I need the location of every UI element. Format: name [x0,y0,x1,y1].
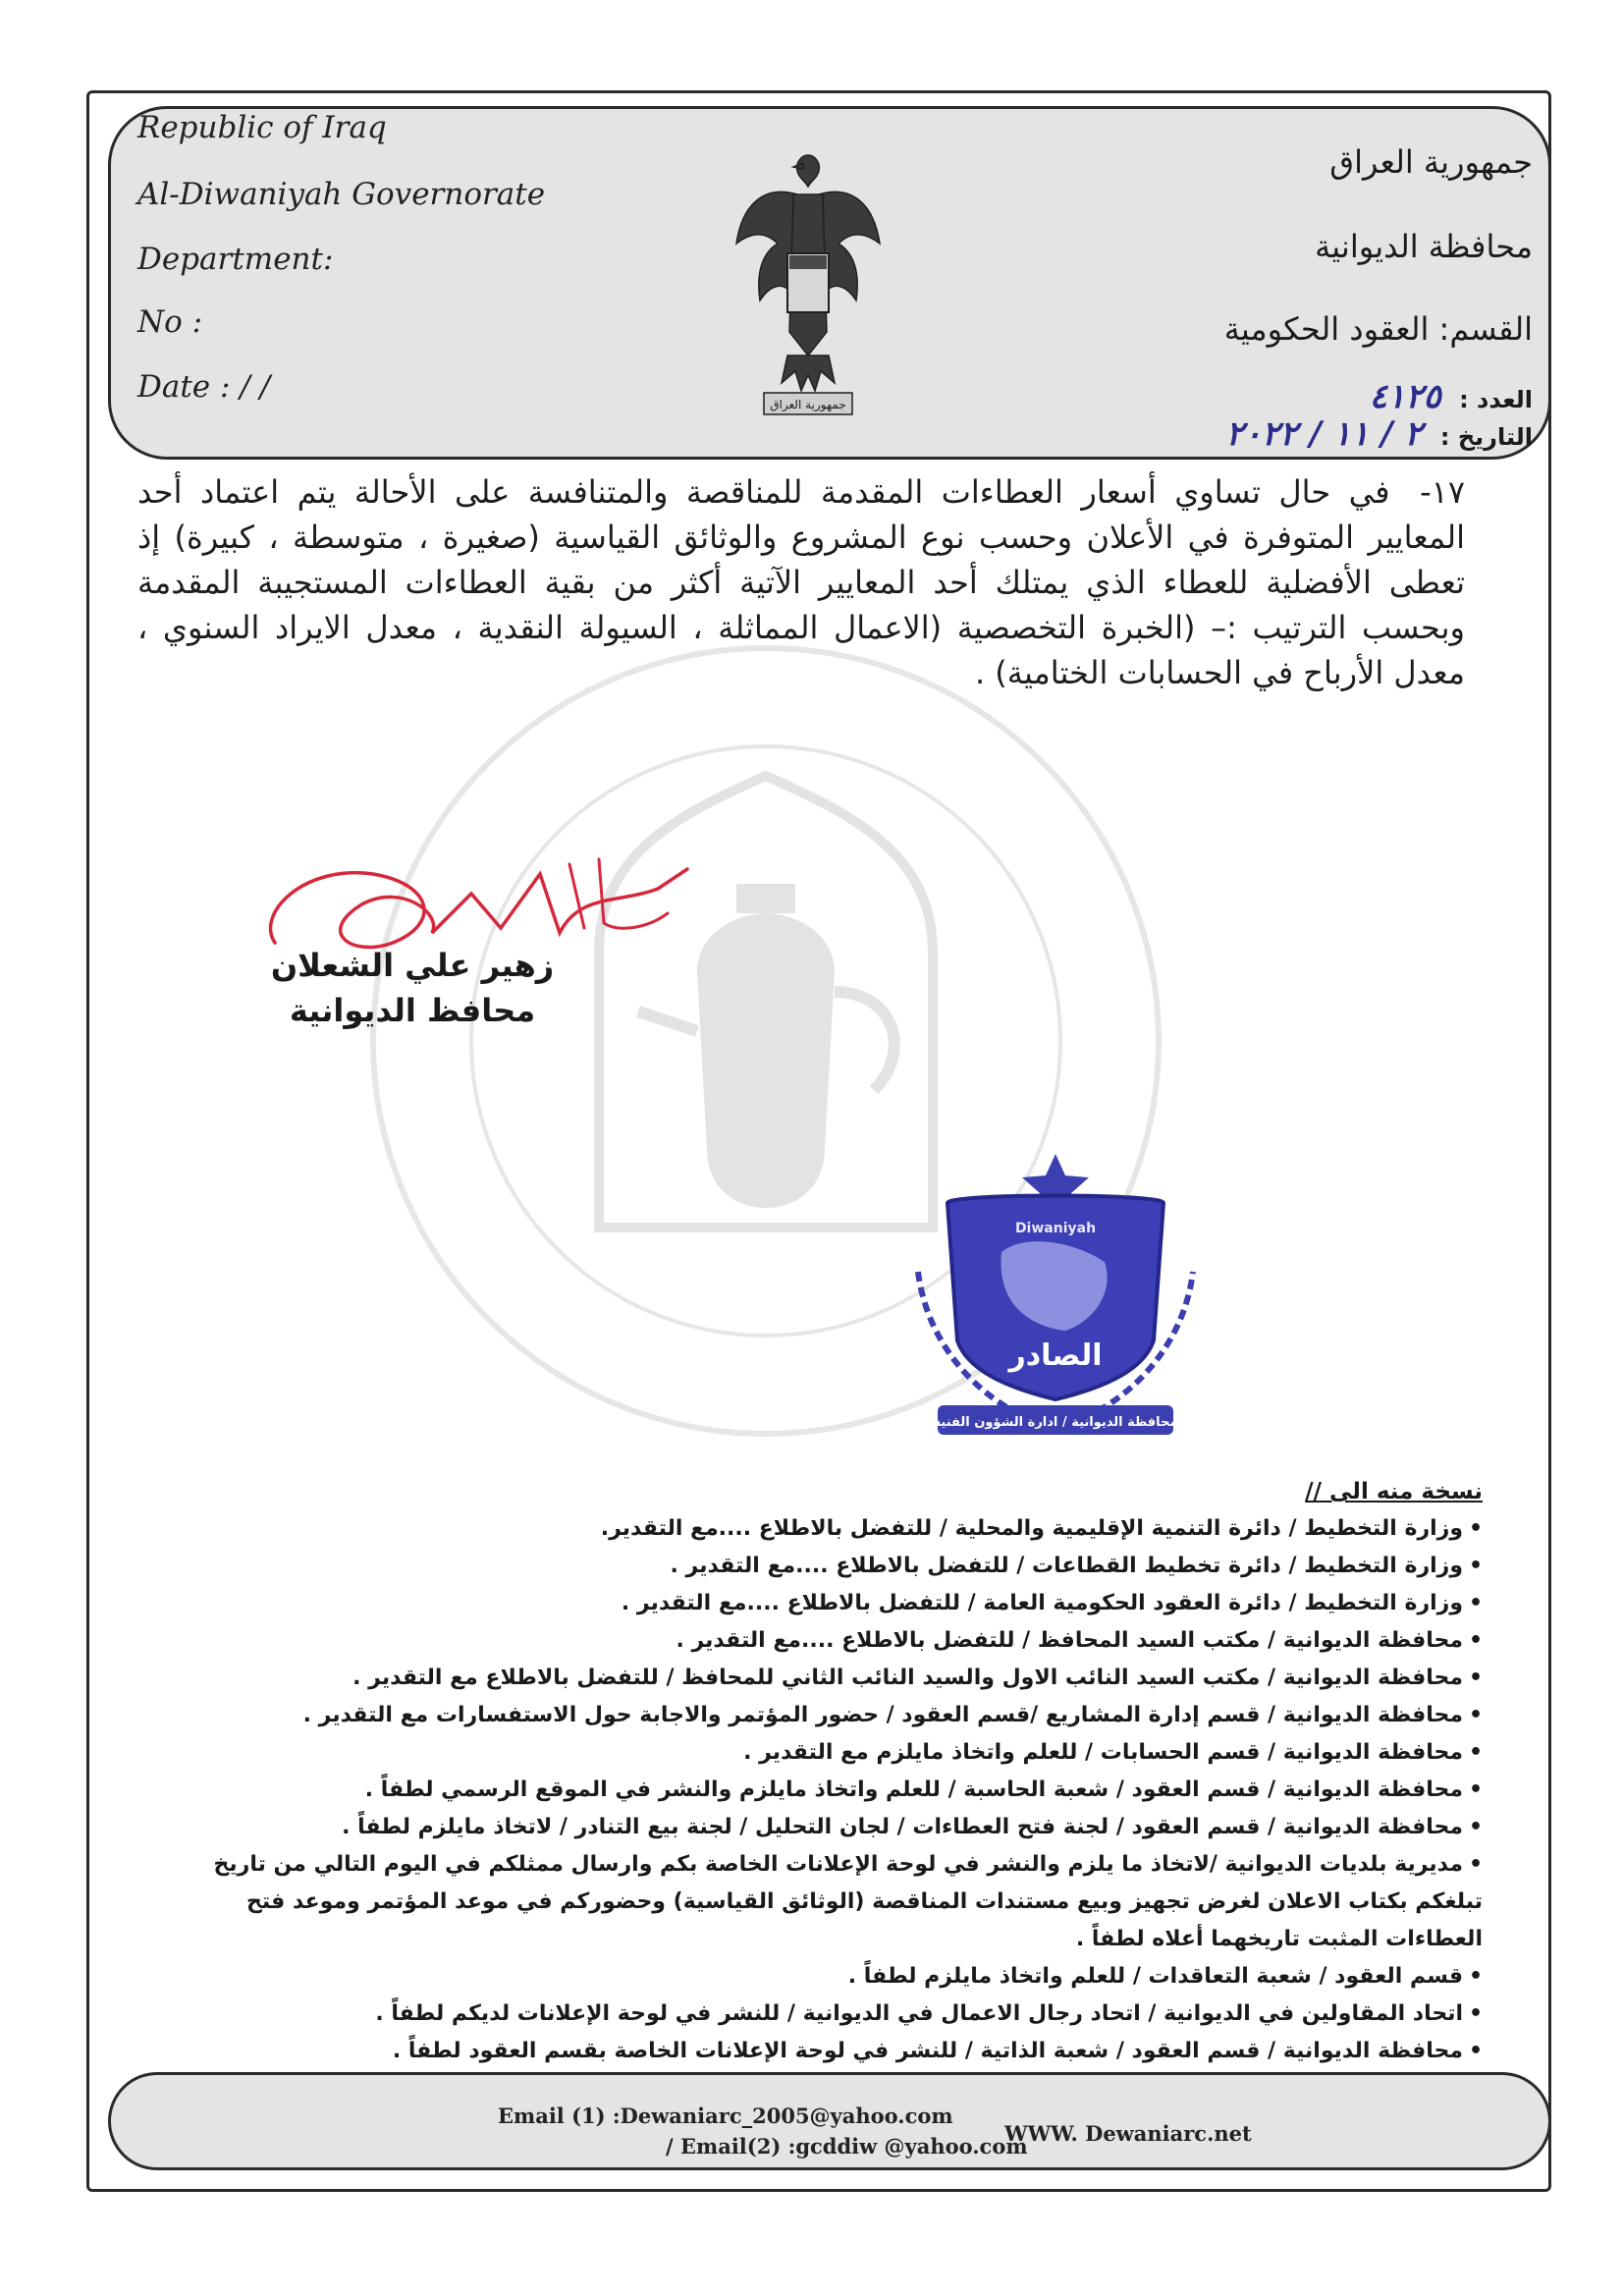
copies-to-title: نسخة منه الى // [1305,1479,1483,1504]
header-en-department: Department: [137,242,334,277]
footer-email-2: / Email(2) :gcddiw @yahoo.com [666,2134,1028,2159]
list-item: • مديرية بلديات الديوانية /لاتخاذ ما يلزم والنشر في لوحة الإعلانات الخاصة بكم وارسال ممثلكم في اليوم التالي من تاريخ [177,1846,1483,1884]
list-item: • محافظة الديوانية / قسم العقود / لجنة فتح العطاءات / لجان التحليل / لجنة بيع التنادر / لاتخاذ مايلزم لطفاً . [177,1809,1483,1846]
body-text: في حال تساوي أسعار العطاءات المقدمة للمناقصة والمتنافسة على الأحالة يتم اعتماد أحد المعايير المتوفرة في الأعلان وحسب نوع المشروع والوثائق القياسية (صغيرة ، متوسطة ، كبيرة) إذ تعطى الأفضلية للعطاء الذي يمتلك أحد المعايير الآتية أكثر من بقية العطاءات المستجيبة المقدمة وبحسب الترتيب :– (الخبرة التخصصية (الاعمال المماثلة ، السيولة النقدية ، معدل الايراد السنوي ، معدل الأرباح في الحسابات الختامية) . [137,473,1465,691]
header-ar-number [1360,377,1533,416]
signatory-name: زهير علي الشعلان [270,947,555,984]
iraq-eagle-emblem-icon [725,136,892,420]
list-item: • وزارة التخطيط / دائرة التنمية الإقليمية والمحلية / للتفضل بالاطلاع ....مع التقدير. [177,1510,1483,1548]
official-outgoing-stamp-icon [908,1134,1203,1449]
header-ar-date [1216,414,1533,454]
list-item: • وزارة التخطيط / دائرة تخطيط القطاعات / للتفضل بالاطلاع ....مع التقدير . [177,1548,1483,1585]
footer-website: WWW. Dewaniarc.net [1004,2121,1252,2146]
number-label: العدد : [1459,386,1533,413]
header-en-governorate: Al-Diwaniyah Governorate [137,177,546,212]
list-item: • اتحاد المقاولين في الديوانية / اتحاد رجال الاعمال في الديوانية / للنشر في لوحة الإعلانات لديكم لطفاً . [177,1995,1483,2033]
copies-continuation-line: تبلغكم بكتاب الاعلان لغرض تجهيز وبيع مستندات المناقصة (الوثائق القياسية) وحضوركم في موعد المؤتمر وموعد فتح [246,1889,1483,1914]
header-ar-governorate: محافظة الديوانية [1315,228,1533,265]
header-ar-country: جمهورية العراق [1329,143,1533,181]
list-item: • محافظة الديوانية / قسم العقود / شعبة الحاسبة / للعلم واتخاذ مايلزم والنشر في الموقع الرسمي لطفاً . [177,1772,1483,1809]
signatory-title: محافظ الديوانية [289,992,536,1029]
list-item: • محافظة الديوانية / مكتب السيد المحافظ / للتفضل بالاطلاع ....مع التقدير . [177,1622,1483,1660]
signatory-block [245,943,579,1033]
copies-list [177,1510,1483,1884]
footer-email-1: Email (1) :Dewaniarc_2005@yahoo.com [498,2104,953,2128]
list-item: • محافظة الديوانية / قسم الحسابات / للعلم واتخاذ مايلزم مع التقدير . [177,1734,1483,1772]
header-en-number: No : [137,304,203,340]
copies-to-section [177,1473,1483,2070]
number-value: ٤١٢٥ [1369,377,1441,416]
copies-list-2 [177,1958,1483,2070]
header-ar-department: القسم: العقود الحكومية [1223,310,1533,348]
list-item: • محافظة الديوانية / مكتب السيد النائب الاول والسيد النائب الثاني للمحافظ / للتفضل بالاطلاع مع التقدير . [177,1660,1483,1697]
copies-continuation-line: العطاءات المثبت تاريخهما أعلاه لطفاً . [1075,1927,1483,1951]
stamp-top-text: Diwaniyah [1014,1221,1097,1236]
list-item: • محافظة الديوانية / قسم العقود / شعبة الذاتية / للنشر في لوحة الإعلانات الخاصة بقسم العقود لطفاً . [177,2033,1483,2070]
emblem-label: جمهورية العراق [770,398,846,411]
date-value: ٢ / ١١ / ٢٠٢٢ [1225,414,1423,454]
item-number: ١٧- [1420,473,1466,511]
body-paragraph [137,469,1465,695]
header-en-date: Date : / / [137,369,271,405]
stamp-ring-text: محافظة الديوانية / ادارة الشؤون الفنية [933,1415,1178,1430]
list-item: • وزارة التخطيط / دائرة العقود الحكومية العامة / للتفضل بالاطلاع ....مع التقدير . [177,1585,1483,1622]
header-en-country: Republic of Iraq [137,110,387,145]
list-item: • قسم العقود / شعبة التعاقدات / للعلم واتخاذ مايلزم لطفاً . [177,1958,1483,1995]
date-label: التاريخ : [1439,423,1533,451]
list-item: • محافظة الديوانية / قسم إدارة المشاريع /قسم العقود / حضور المؤتمر والاجابة حول الاستفسارات مع التقدير . [177,1697,1483,1734]
stamp-label: الصادر [1008,1339,1103,1373]
